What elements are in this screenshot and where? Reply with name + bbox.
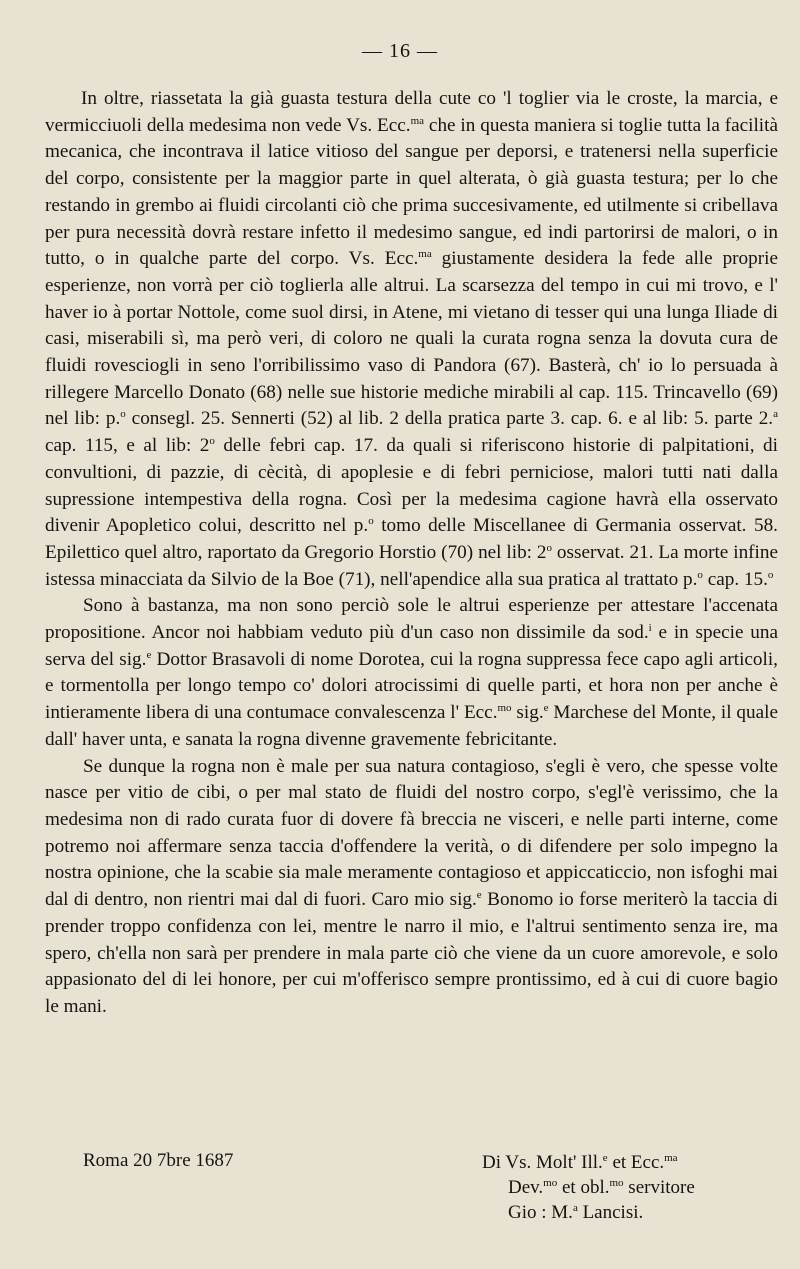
paragraph-1: In oltre, riassetata la già guasta testura della cute co 'l toglier via le croste, la marcia, e vermicciuoli della medesima non vede Vs. Ecc.$^{ma}$ che in questa maniera si toglie tutta la facilità mecanica, che incontrava il latice vitioso del sangue per deporsi, e tratenersi nella superficie del corpo, consistente per la maggior parte in quel alterata, ò già guasta testura; per lo che restando in grembo ai fluidi circolanti ciò che prima succesivamente, ed utilmente si cribellava per pura necessità dovrà restare infetto il medesimo sangue, ed indi partorirsi de malori, o in tutto, o in qualche parte del corpo. Vs. Ecc.$^{ma}$ giustamente desidera la fede alle proprie esperienze, non vorrà per ciò toglierla alle altrui. La scarsezza del tempo in cui mi trovo, e l' haver io à portar Nottole, come suol dirsi, in Atene, mi vietano di tesser qui una lunga Iliade di casi, miserabili sì, ma però veri, di coloro ne quali la curata rogna senza la dovuta cura de fluidi rovesciogli in seno l'orribilissimo vaso di Pandora (67). Basterà, ch' io lo persuada à rillegere Marcello Donato (68) nelle sue historie mediche mirabili al cap. 115. Trincavello (69) nel lib: p.$^o$ consegl. 25. Sennerti (52) al lib. 2 della pratica parte 3. cap. 6. e al lib: 5. parte 2.$^a$ cap. 115, e al lib: 2$^o$ delle febri cap. 17. da quali si riferiscono historie di palpitationi, di convultioni, di pazzie, di cècità, di apoplesie e di febri perniciose, malori tutti nati dalla supressione intempestiva della rogna. Così per la medesima cagione havrà ella osservato divenir Apopletico colui, descritto nel p.$^o$ tomo delle Miscellanee di Germania osservat. 58. Epilettico quel altro, raportato da Gregorio Horstio (70) nel lib: 2$^o$ osservat. 21. La morte infine istessa minacciata da Silvio de la Boe (71), nell'apendice alla sua pratica al trattato p.$^o$ cap. 15.$^o$ <box>45 88 778 590</box>
superscript-abbrev: e <box>602 1152 608 1164</box>
superscript-abbrev: ma <box>418 248 432 261</box>
superscript-abbrev: ma <box>664 1152 678 1164</box>
superscript-abbrev: ma <box>410 114 425 127</box>
superscript-abbrev: o <box>767 568 774 581</box>
superscript-abbrev: o <box>368 515 374 528</box>
superscript-abbrev: mo <box>543 1177 558 1189</box>
page-number: — 16 — <box>362 40 438 62</box>
paragraph-3: Se dunque la rogna non è male per sua natura contagioso, s'egli è vero, che spesse volte nasce per vitio de cibi, o per mal stato de fluidi del nostro corpo, s'egl'è verissimo, che la medesima non di rado curata fuor di dovere fà breccia ne visceri, e nelle parti interne, come potremo noi affermare senza taccia d'offendere la verità, o di difendere per solo impegno la nostra opinione, che la scabie sia male meramente contagioso et appiccaticcio, non isfoghi mai dal di dentro, non rientri mai dal di fuori. Caro mio sig.$^e$ Bonomo io forse meriterò la taccia di prender troppo confidenza con lei, mentre le narro il mio, e l'altrui sentimento senza ire, ma spero, ch'ella non sarà per prendere in mala parte ciò che viene da un cuore amorevole, e solo appasionato del di lei honore, per cui m'offerisco sempre prontissimo, ed à cui di cuore bagio le mani. <box>45 755 778 1017</box>
place-date: Roma 20 7bre 1687 <box>83 1150 234 1171</box>
superscript-abbrev: mo <box>609 1177 624 1189</box>
signature-block <box>482 1150 695 1225</box>
signature-line-1: Di Vs. Molt' Ill.$^e$ et Ecc.$^{ma}$ <box>482 1152 678 1173</box>
superscript-abbrev: o <box>546 541 553 554</box>
signature-line-2: Dev.$^{mo}$ et obl.$^{mo}$ servitore <box>508 1177 695 1198</box>
superscript-abbrev: o <box>120 408 126 421</box>
superscript-abbrev: o <box>697 568 703 581</box>
superscript-abbrev: a <box>572 1202 578 1214</box>
superscript-abbrev: e <box>543 702 549 715</box>
superscript-abbrev: o <box>209 435 215 448</box>
superscript-abbrev: i <box>648 622 652 635</box>
superscript-abbrev: a <box>773 408 778 421</box>
superscript-abbrev: e <box>146 648 152 661</box>
letter-body <box>45 86 778 1021</box>
paragraph-2: Sono à bastanza, ma non sono perciò sole le altrui esperienze per attestare l'accenata propositione. Ancor noi habbiam veduto più d'un caso non dissimile da sod.$^i$ e in specie una serva del sig.$^e$ Dottor Brasavoli di nome Dorotea, cui la rogna suppressa fece capo agli articoli, e tormentolla per longo tempo co' dolori atrocissimi di quelle parti, et hora non per anche è intieramente libera di una contumace convalescenza l' Ecc.$^{mo}$ sig.$^e$ Marchese del Monte, il quale dall' haver unta, e sanata la rogna divenne gravemente febricitante. <box>45 595 778 750</box>
signature-line-3: Gio : M.$^a$ Lancisi. <box>508 1202 644 1223</box>
superscript-abbrev: e <box>476 889 482 902</box>
superscript-abbrev: mo <box>497 702 512 715</box>
